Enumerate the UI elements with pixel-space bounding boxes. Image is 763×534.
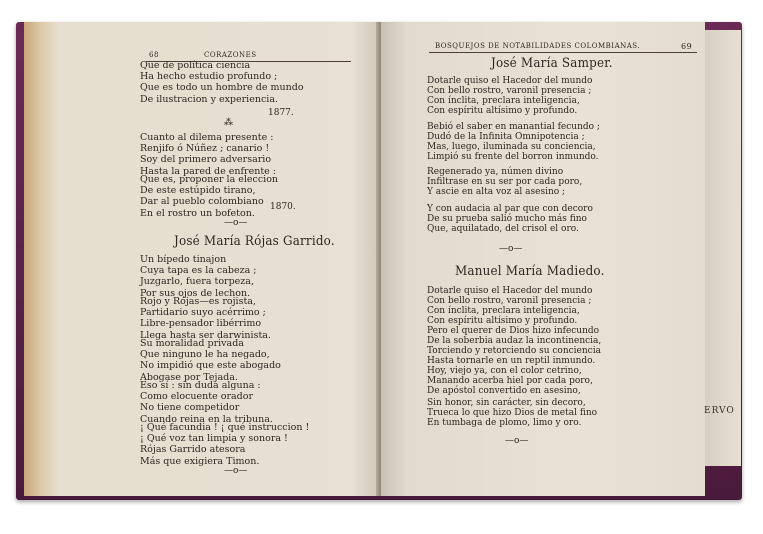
right-page (381, 22, 705, 496)
section-title: José María Samper. (491, 56, 613, 71)
stanza: Un bípedo tinajon Cuya tapa es la cabeza ; Juzgarlo, fuera torpeza, Por sus ojos de lechon. (140, 254, 257, 299)
ornament: —o— (224, 218, 248, 228)
stanza: Rojo y Rójas—es rojista, Partidario suyo acérrimo ; Libre-pensador libérrimo Llega hasta ser darwinista. (140, 296, 271, 341)
year-label: 1877. (268, 108, 294, 118)
ornament: —o— (505, 436, 529, 446)
asterism: ⁂ (224, 118, 233, 128)
stanza: Dotarle quiso el Hacedor del mundo Con bello rostro, varonil presencia ; Con ínclita, preclara inteligencia, Con espíritu altísimo y profundo. (427, 286, 593, 326)
stanza: ¡ Qué facundia ! ¡ qué instruccion ! ¡ Qué voz tan limpia y sonora ! Rójas Garrido atesora Más que exigiera Timon. (140, 422, 310, 467)
stanza: Y con audacia al par que con decoro De su prueba salió mucho más fino Que, aquilatado, del crisol el oro. (427, 204, 593, 234)
stanza: Pero el querer de Dios hizo infecundo De la soberbia audaz la incontinencia, Torciendo y retorciendo su conciencia Hasta tornarle en un reptil inmundo. (427, 326, 602, 366)
header-rule (429, 52, 697, 53)
ornament: —o— (224, 466, 248, 476)
section-title: Manuel María Madiedo. (455, 264, 605, 279)
ornament: —o— (499, 244, 523, 254)
stanza: Que de política ciencia Ha hecho estudio profundo ; Que es todo un hombre de mundo De ilustracion y experiencia. (140, 60, 304, 105)
stanza: Dotarle quiso el Hacedor del mundo Con bello rostro, varonil presencia ; Con ínclita, preclara inteligencia, Con espíritu altísimo y profundo. (427, 76, 593, 116)
stanza: Su moralidad privada Que ninguno le ha negado, No impidió que este abogado Abogase por Tejada. (140, 338, 281, 383)
flap-text: ERVO (704, 406, 735, 416)
year-label: 1870. (270, 202, 296, 212)
right-page-number: 69 (681, 42, 693, 51)
stanza: Cuanto al dilema presente : Renjifo ó Núñez ; canario ! Soy del primero adversario Hasta la pared de enfrente : (140, 132, 276, 177)
stanza: Bebió el saber en manantial fecundo ; Dudó de la Infinita Omnipotencia ; Mas, luego, iluminada su conciencia, Limpió su frente del borron inmundo. (427, 122, 600, 162)
stanza: Que es, proponer la eleccion De este estúpido tirano, Dar al pueblo colombiano En el rostro un bofeton. (140, 174, 279, 219)
right-running-head: BOSQUEJOS DE NOTABILIDADES COLOMBIANAS. (435, 42, 641, 50)
stanza: Hoy, viejo ya, con el color cetrino, Manando acerba hiel por cada poro, De apóstol convertido en asesino, (427, 366, 593, 396)
left-running-head: CORAZONES (204, 51, 257, 59)
paper-flap (705, 30, 741, 466)
stanza: Regenerado ya, númen divino Infiltrase en su ser por cada poro, Y ascie en alta voz al asesino ; (427, 167, 583, 197)
left-page (24, 22, 380, 496)
section-title: José María Rójas Garrido. (174, 234, 335, 249)
stanza: Eso sí : sin duda alguna : Como elocuente orador No tiene competidor Cuando reina en la tribuna. (140, 380, 273, 425)
left-page-number: 68 (149, 51, 159, 59)
stanza: Sin honor, sin carácter, sin decoro, Trueca lo que hizo Dios de metal fino En tumbaga de plomo, limo y oro. (427, 398, 598, 428)
